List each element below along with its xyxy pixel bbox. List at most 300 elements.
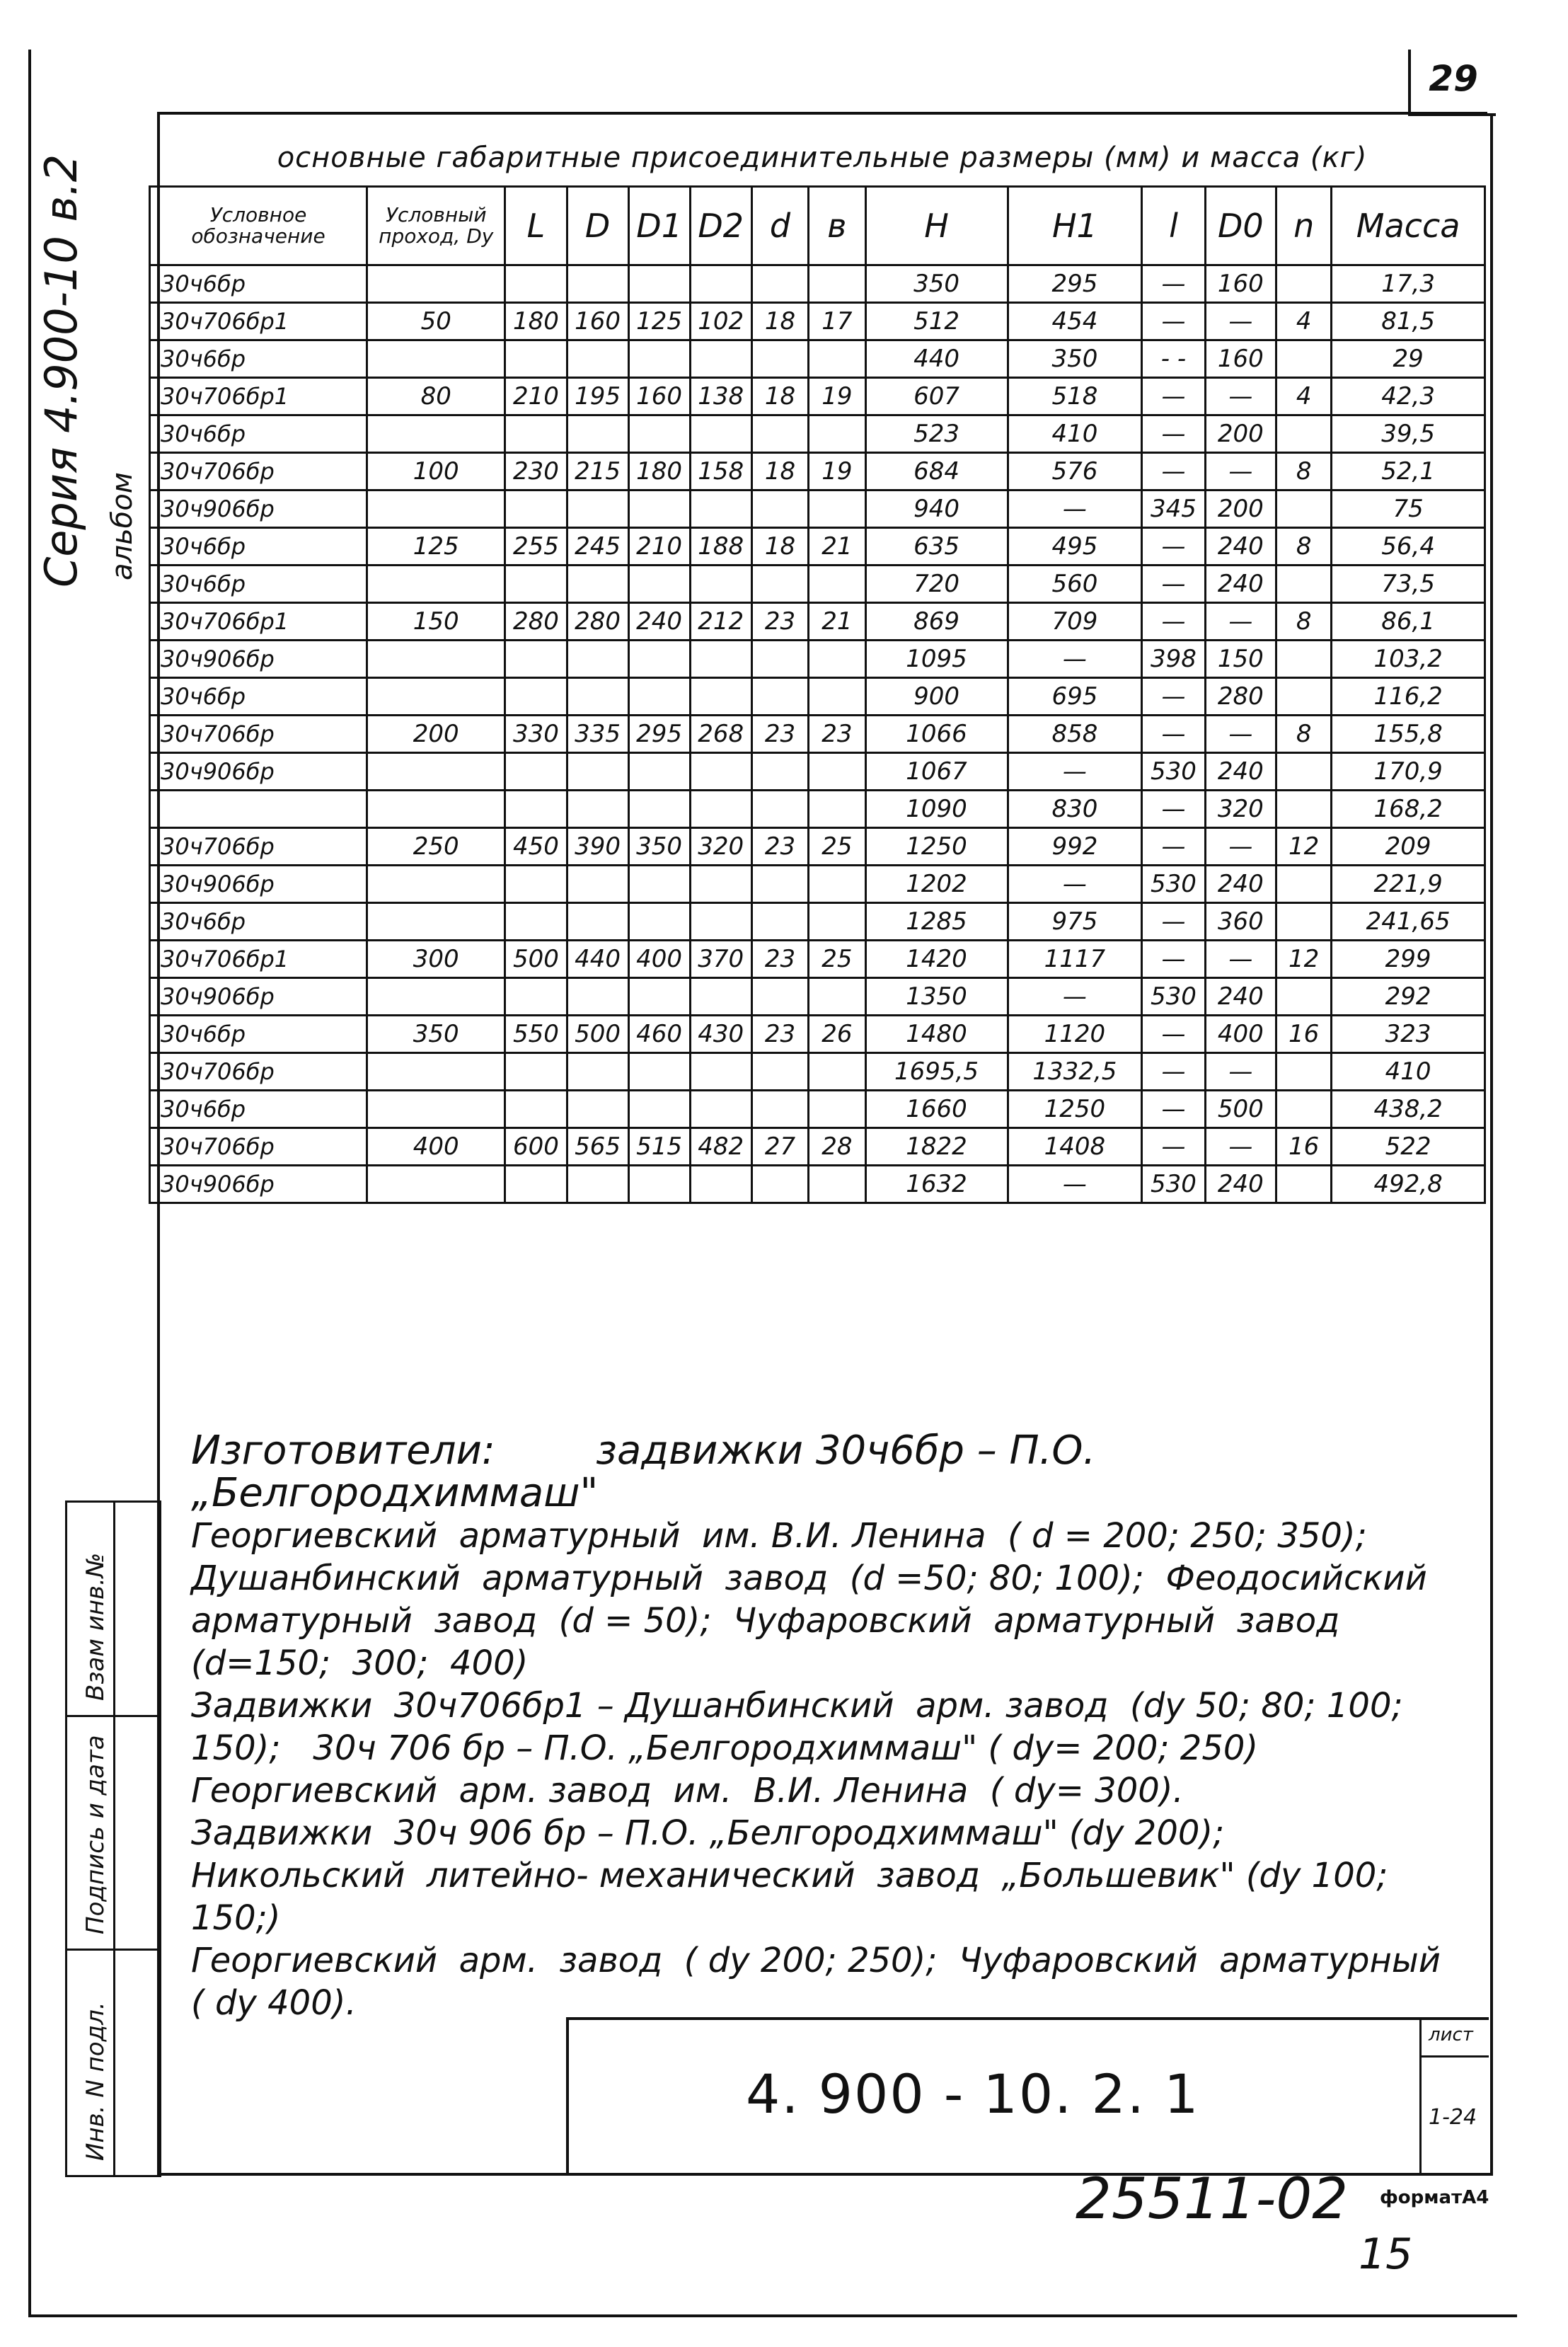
cell-D2 <box>690 641 751 678</box>
cell-D <box>567 978 628 1016</box>
cell-mass: 52,1 <box>1332 453 1485 490</box>
cell-l: — <box>1142 716 1205 753</box>
cell-D1 <box>628 678 690 716</box>
cell-D: 335 <box>567 716 628 753</box>
note-line: Георгиевский арм. завод ( dy 200; 250); Чуфаровский арматурный <box>191 1941 1441 1980</box>
cell-l: — <box>1142 453 1205 490</box>
cell-D <box>567 641 628 678</box>
cell-D2 <box>690 340 751 378</box>
cell-d: 23 <box>751 716 808 753</box>
cell-L <box>505 866 567 903</box>
cell-L: 210 <box>505 378 567 415</box>
cell-d: 18 <box>751 528 808 566</box>
cell-H: 1202 <box>865 866 1008 903</box>
col-header-H: H <box>865 187 1008 265</box>
cell-mass: 75 <box>1332 490 1485 528</box>
cell-d: 23 <box>751 941 808 978</box>
cell-L: 550 <box>505 1016 567 1053</box>
cell-nominal-bore <box>367 490 505 528</box>
cell-L <box>505 978 567 1016</box>
cell-D1 <box>628 415 690 453</box>
stamp-label-inventory: Инв. N подл. <box>81 2002 110 2161</box>
cell-b: 26 <box>809 1016 865 1053</box>
cell-H1: 695 <box>1008 678 1142 716</box>
cell-b <box>809 753 865 791</box>
table-row <box>150 1166 1485 1203</box>
inventory-number: 25511-02 <box>1076 2166 1349 2232</box>
cell-D0: 240 <box>1205 1166 1276 1203</box>
document-code: 4. 900 - 10. 2. 1 <box>746 2062 1200 2125</box>
sheet-divider <box>1422 2055 1489 2058</box>
cell-l: 398 <box>1142 641 1205 678</box>
cell-b: 21 <box>809 603 865 641</box>
cell-l: — <box>1142 791 1205 828</box>
cell-nominal-bore: 250 <box>367 828 505 866</box>
cell-D0: 240 <box>1205 866 1276 903</box>
cell-l: 530 <box>1142 866 1205 903</box>
cell-l: — <box>1142 1128 1205 1166</box>
cell-b <box>809 1166 865 1203</box>
stamp-cell-signature <box>67 1715 159 1951</box>
cell-designation: 30ч906бр <box>150 1166 367 1203</box>
table-row <box>150 528 1485 566</box>
cell-D2: 320 <box>690 828 751 866</box>
cell-designation: 30ч706бр <box>150 828 367 866</box>
cell-nominal-bore <box>367 866 505 903</box>
cell-designation: 30ч706бр <box>150 716 367 753</box>
cell-d <box>751 566 808 603</box>
cell-H: 900 <box>865 678 1008 716</box>
table-row <box>150 866 1485 903</box>
cell-n: 8 <box>1276 716 1332 753</box>
cell-D2 <box>690 265 751 303</box>
cell-nominal-bore: 150 <box>367 603 505 641</box>
cell-H1: 1250 <box>1008 1091 1142 1128</box>
cell-nominal-bore: 100 <box>367 453 505 490</box>
cell-d: 18 <box>751 453 808 490</box>
cell-L <box>505 1166 567 1203</box>
cell-mass: 241,65 <box>1332 903 1485 941</box>
cell-d <box>751 791 808 828</box>
table-body <box>150 265 1485 1203</box>
col-header-b: в <box>809 187 865 265</box>
col-header-L: L <box>505 187 567 265</box>
cell-D: 195 <box>567 378 628 415</box>
cell-D2: 138 <box>690 378 751 415</box>
note-line: Никольский литейно- механический завод „Большевик" (dy 100; 150;) <box>191 1856 1399 1938</box>
cell-l: — <box>1142 303 1205 340</box>
cell-D <box>567 1166 628 1203</box>
cell-D2: 102 <box>690 303 751 340</box>
cell-D2: 212 <box>690 603 751 641</box>
cell-mass: 168,2 <box>1332 791 1485 828</box>
cell-designation: 30ч906бр <box>150 753 367 791</box>
cell-D <box>567 866 628 903</box>
cell-b: 19 <box>809 378 865 415</box>
cell-b <box>809 1091 865 1128</box>
cell-H1: 410 <box>1008 415 1142 453</box>
cell-b <box>809 978 865 1016</box>
cell-designation: 30ч6бр <box>150 566 367 603</box>
cell-D2 <box>690 978 751 1016</box>
cell-l: — <box>1142 1053 1205 1091</box>
cell-n <box>1276 415 1332 453</box>
cell-H1: — <box>1008 978 1142 1016</box>
cell-L: 180 <box>505 303 567 340</box>
cell-D2 <box>690 566 751 603</box>
cell-D2 <box>690 490 751 528</box>
col-header-D0: D0 <box>1205 187 1276 265</box>
cell-mass: 29 <box>1332 340 1485 378</box>
cell-b: 25 <box>809 828 865 866</box>
cell-D0: — <box>1205 453 1276 490</box>
cell-D: 440 <box>567 941 628 978</box>
cell-D0: — <box>1205 941 1276 978</box>
cell-H: 1350 <box>865 978 1008 1016</box>
table-row <box>150 490 1485 528</box>
cell-d <box>751 641 808 678</box>
cell-H1: 992 <box>1008 828 1142 866</box>
table-row <box>150 340 1485 378</box>
cell-b <box>809 265 865 303</box>
cell-b <box>809 415 865 453</box>
cell-D1: 515 <box>628 1128 690 1166</box>
table-row <box>150 453 1485 490</box>
cell-designation: 30ч906бр <box>150 978 367 1016</box>
cell-H1: — <box>1008 490 1142 528</box>
table-row <box>150 641 1485 678</box>
cell-D0: 160 <box>1205 340 1276 378</box>
cell-nominal-bore <box>367 566 505 603</box>
cell-mass: 492,8 <box>1332 1166 1485 1203</box>
cell-n: 8 <box>1276 528 1332 566</box>
col-header-D2: D2 <box>690 187 751 265</box>
cell-D0: — <box>1205 603 1276 641</box>
cell-d: 23 <box>751 1016 808 1053</box>
cell-d: 23 <box>751 828 808 866</box>
cell-designation: 30ч6бр <box>150 678 367 716</box>
note-line: (d=150; 300; 400) <box>191 1643 529 1683</box>
cell-mass: 155,8 <box>1332 716 1485 753</box>
cell-H: 350 <box>865 265 1008 303</box>
cell-n <box>1276 903 1332 941</box>
table-row <box>150 603 1485 641</box>
cell-L <box>505 903 567 941</box>
cell-L <box>505 641 567 678</box>
table-row <box>150 415 1485 453</box>
cell-D <box>567 340 628 378</box>
cell-D2 <box>690 1091 751 1128</box>
col-header-D1: D1 <box>628 187 690 265</box>
cell-n: 12 <box>1276 941 1332 978</box>
cell-L <box>505 340 567 378</box>
cell-H: 1695,5 <box>865 1053 1008 1091</box>
cell-mass: 221,9 <box>1332 866 1485 903</box>
cell-mass: 39,5 <box>1332 415 1485 453</box>
table-header-row <box>150 187 1485 265</box>
cell-n: 8 <box>1276 453 1332 490</box>
cell-H1: 295 <box>1008 265 1142 303</box>
cell-L: 255 <box>505 528 567 566</box>
cell-d: 27 <box>751 1128 808 1166</box>
col-header-d: d <box>751 187 808 265</box>
cell-D1 <box>628 753 690 791</box>
cell-L <box>505 490 567 528</box>
cell-nominal-bore <box>367 678 505 716</box>
cell-D0: 240 <box>1205 978 1276 1016</box>
cell-D0: 150 <box>1205 641 1276 678</box>
cell-designation: 30ч906бр <box>150 641 367 678</box>
manufacturers-notes <box>191 1430 1486 2024</box>
cell-nominal-bore <box>367 791 505 828</box>
cell-D: 390 <box>567 828 628 866</box>
cell-H1: 709 <box>1008 603 1142 641</box>
cell-designation: 30ч706бр1 <box>150 941 367 978</box>
cell-n <box>1276 1091 1332 1128</box>
cell-l: - - <box>1142 340 1205 378</box>
cell-n: 16 <box>1276 1128 1332 1166</box>
cell-D <box>567 1053 628 1091</box>
cell-nominal-bore <box>367 978 505 1016</box>
cell-nominal-bore: 125 <box>367 528 505 566</box>
cell-mass: 323 <box>1332 1016 1485 1053</box>
note-line: Георгиевский арм. завод им. В.И. Ленина ( dy= 300). <box>191 1771 1184 1811</box>
cell-d <box>751 340 808 378</box>
cell-designation: 30ч6бр <box>150 265 367 303</box>
cell-D1: 125 <box>628 303 690 340</box>
cell-b <box>809 641 865 678</box>
cell-L <box>505 1053 567 1091</box>
cell-D2: 268 <box>690 716 751 753</box>
col-header-H1: H1 <box>1008 187 1142 265</box>
cell-D <box>567 265 628 303</box>
cell-D0: — <box>1205 1128 1276 1166</box>
cell-D <box>567 566 628 603</box>
cell-nominal-bore: 50 <box>367 303 505 340</box>
cell-l: — <box>1142 566 1205 603</box>
cell-L: 450 <box>505 828 567 866</box>
cell-mass: 103,2 <box>1332 641 1485 678</box>
table-row <box>150 678 1485 716</box>
cell-nominal-bore <box>367 340 505 378</box>
cell-L: 600 <box>505 1128 567 1166</box>
cell-D <box>567 678 628 716</box>
cell-D <box>567 753 628 791</box>
cell-d <box>751 415 808 453</box>
cell-n <box>1276 791 1332 828</box>
cell-l: — <box>1142 1091 1205 1128</box>
cell-n <box>1276 641 1332 678</box>
cell-D2: 430 <box>690 1016 751 1053</box>
cell-D0: 360 <box>1205 903 1276 941</box>
cell-n: 12 <box>1276 828 1332 866</box>
cell-L <box>505 1091 567 1128</box>
cell-b: 21 <box>809 528 865 566</box>
cell-D0: — <box>1205 303 1276 340</box>
cell-D1 <box>628 866 690 903</box>
cell-l: 345 <box>1142 490 1205 528</box>
cell-d <box>751 678 808 716</box>
bottom-page-number: 15 <box>1359 2230 1413 2279</box>
table-row <box>150 303 1485 340</box>
cell-nominal-bore: 200 <box>367 716 505 753</box>
cell-D0: — <box>1205 378 1276 415</box>
table-row <box>150 1016 1485 1053</box>
cell-D: 565 <box>567 1128 628 1166</box>
cell-mass: 17,3 <box>1332 265 1485 303</box>
cell-D2 <box>690 678 751 716</box>
cell-D0: 160 <box>1205 265 1276 303</box>
cell-H1: 576 <box>1008 453 1142 490</box>
cell-D <box>567 791 628 828</box>
cell-D1 <box>628 265 690 303</box>
cell-H: 1480 <box>865 1016 1008 1053</box>
cell-d <box>751 1091 808 1128</box>
note-line: Задвижки 30ч 906 бр – П.О. „Белгородхиммаш" (dy 200); <box>191 1813 1225 1853</box>
cell-L: 330 <box>505 716 567 753</box>
cell-l: — <box>1142 1016 1205 1053</box>
cell-designation <box>150 791 367 828</box>
cell-designation: 30ч6бр <box>150 528 367 566</box>
cell-b: 25 <box>809 941 865 978</box>
paper-format: форматА4 <box>1380 2187 1489 2208</box>
table-row <box>150 941 1485 978</box>
cell-d: 18 <box>751 378 808 415</box>
cell-designation: 30ч906бр <box>150 866 367 903</box>
col-header-l: l <box>1142 187 1205 265</box>
cell-H1: 830 <box>1008 791 1142 828</box>
cell-D: 215 <box>567 453 628 490</box>
cell-b: 19 <box>809 453 865 490</box>
cell-mass: 410 <box>1332 1053 1485 1091</box>
page-number: 29 <box>1429 58 1478 99</box>
cell-b <box>809 678 865 716</box>
cell-D0: — <box>1205 1053 1276 1091</box>
col-header-n: n <box>1276 187 1332 265</box>
cell-l: — <box>1142 415 1205 453</box>
table-row <box>150 1128 1485 1166</box>
cell-mass: 292 <box>1332 978 1485 1016</box>
cell-designation: 30ч6бр <box>150 340 367 378</box>
cell-L <box>505 265 567 303</box>
left-stamp-block <box>65 1500 161 2177</box>
cell-D1 <box>628 1091 690 1128</box>
cell-mass: 170,9 <box>1332 753 1485 791</box>
note-line: ( dy 400). <box>191 1983 357 2023</box>
cell-D0: 200 <box>1205 490 1276 528</box>
cell-H: 720 <box>865 566 1008 603</box>
cell-D0: 240 <box>1205 566 1276 603</box>
note-line: арматурный завод (d = 50); Чуфаровский арматурный завод <box>191 1601 1340 1641</box>
cell-D2: 482 <box>690 1128 751 1166</box>
cell-b <box>809 490 865 528</box>
cell-H: 440 <box>865 340 1008 378</box>
cell-nominal-bore <box>367 903 505 941</box>
table-row <box>150 566 1485 603</box>
table-row <box>150 1053 1485 1091</box>
cell-D1: 295 <box>628 716 690 753</box>
cell-n <box>1276 490 1332 528</box>
cell-D0: — <box>1205 828 1276 866</box>
cell-D1: 350 <box>628 828 690 866</box>
stamp-cell-inventory <box>67 1949 159 2173</box>
cell-H: 1250 <box>865 828 1008 866</box>
cell-L <box>505 415 567 453</box>
cell-n <box>1276 678 1332 716</box>
cell-d <box>751 490 808 528</box>
cell-l: — <box>1142 903 1205 941</box>
cell-mass: 73,5 <box>1332 566 1485 603</box>
cell-D0: 200 <box>1205 415 1276 453</box>
cell-b <box>809 566 865 603</box>
note-line: Изготовители: задвижки 30ч6бр – П.О. „Белгородхиммаш" <box>191 1428 1109 1516</box>
cell-mass: 81,5 <box>1332 303 1485 340</box>
table-row <box>150 1091 1485 1128</box>
cell-designation: 30ч6бр <box>150 1016 367 1053</box>
col-header-designation: Условное обозначение <box>150 187 367 265</box>
stamp-cell-replacement <box>67 1503 159 1717</box>
cell-D1 <box>628 340 690 378</box>
cell-H: 869 <box>865 603 1008 641</box>
cell-n <box>1276 978 1332 1016</box>
cell-D2 <box>690 1053 751 1091</box>
table-row <box>150 716 1485 753</box>
cell-designation: 30ч6бр <box>150 1091 367 1128</box>
cell-l: 530 <box>1142 978 1205 1016</box>
cell-d <box>751 1053 808 1091</box>
table-row <box>150 791 1485 828</box>
cell-nominal-bore <box>367 1053 505 1091</box>
table-row <box>150 828 1485 866</box>
cell-designation: 30ч706бр1 <box>150 378 367 415</box>
cell-H: 1090 <box>865 791 1008 828</box>
cell-d <box>751 903 808 941</box>
cell-nominal-bore <box>367 1166 505 1203</box>
cell-l: — <box>1142 941 1205 978</box>
cell-n: 4 <box>1276 378 1332 415</box>
cell-D0: 240 <box>1205 753 1276 791</box>
cell-H1: 1120 <box>1008 1016 1142 1053</box>
cell-D2: 188 <box>690 528 751 566</box>
series-main: Серия 4.900-10 в.2 <box>35 154 87 587</box>
cell-nominal-bore <box>367 265 505 303</box>
cell-L <box>505 791 567 828</box>
cell-d <box>751 866 808 903</box>
cell-nominal-bore: 80 <box>367 378 505 415</box>
cell-mass: 116,2 <box>1332 678 1485 716</box>
cell-D1 <box>628 978 690 1016</box>
cell-H: 1420 <box>865 941 1008 978</box>
cell-mass: 299 <box>1332 941 1485 978</box>
cell-D1: 240 <box>628 603 690 641</box>
cell-nominal-bore: 300 <box>367 941 505 978</box>
cell-D2 <box>690 1166 751 1203</box>
cell-mass: 56,4 <box>1332 528 1485 566</box>
cell-D1 <box>628 490 690 528</box>
cell-H1: 518 <box>1008 378 1142 415</box>
cell-d <box>751 1166 808 1203</box>
cell-D1: 180 <box>628 453 690 490</box>
cell-L: 230 <box>505 453 567 490</box>
stamp-label-replacement: Взам инв.№ <box>81 1552 110 1701</box>
cell-L: 280 <box>505 603 567 641</box>
page-number-box <box>1408 50 1496 116</box>
cell-D0: 500 <box>1205 1091 1276 1128</box>
col-header-mass: Масса <box>1332 187 1485 265</box>
cell-designation: 30ч6бр <box>150 903 367 941</box>
table-row <box>150 978 1485 1016</box>
cell-D <box>567 903 628 941</box>
